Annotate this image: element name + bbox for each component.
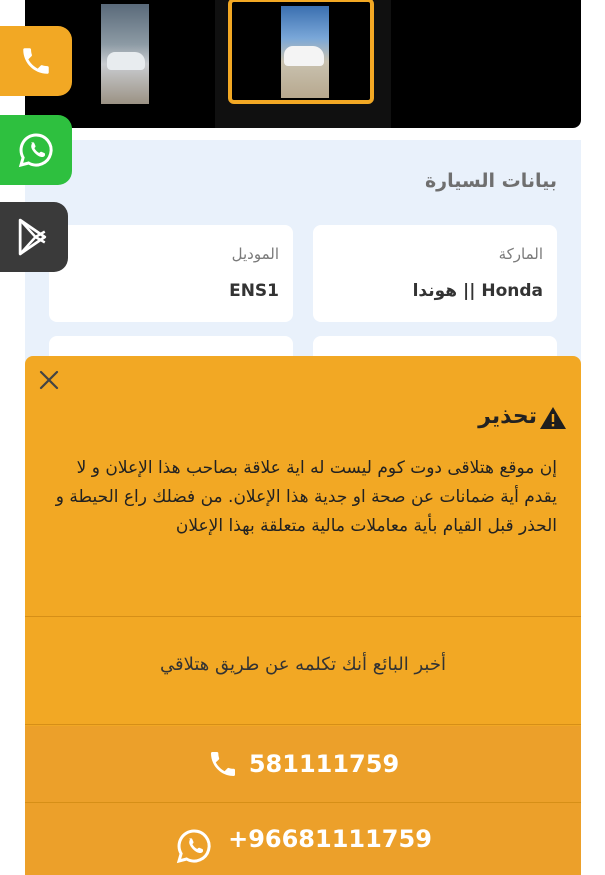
spec-card-model [49, 225, 293, 322]
warning-dialog [25, 356, 581, 875]
call-seller-button[interactable] [25, 726, 581, 802]
play-store-icon [15, 217, 53, 257]
spec-label: الموديل [231, 245, 279, 263]
whatsapp-icon [174, 826, 214, 866]
warning-title: تحذير [478, 404, 537, 429]
gallery-thumbnail[interactable] [101, 4, 149, 104]
spec-value: ENS1 [229, 281, 279, 301]
play-store-button[interactable] [0, 202, 68, 272]
close-button[interactable] [35, 366, 63, 394]
close-icon [39, 370, 59, 390]
spec-label: الماركة [498, 245, 543, 263]
warning-icon [539, 406, 567, 430]
seller-whatsapp-number: +96681111759 [228, 825, 432, 853]
divider [25, 724, 581, 725]
whatsapp-icon [16, 130, 56, 170]
inform-seller-text: أخبر البائع أنك تكلمه عن طريق هتلاقي [160, 654, 446, 675]
divider [25, 616, 581, 617]
warning-message: إن موقع هتلاقى دوت كوم ليست له اية علاقة بصاحب هذا الإعلان و لا يقدم أية ضمانات عن صحة او جدية هذا الإعلان. من فضلك راع الحيطة و الحذر قبل القيام بأية معاملات مالية متعلقة بهذا الإعلان [55, 458, 557, 536]
image-gallery [25, 0, 581, 128]
call-button[interactable] [0, 26, 72, 96]
phone-icon [19, 44, 53, 78]
whatsapp-button[interactable] [0, 115, 72, 185]
spec-value: هوندا || Honda [412, 281, 543, 301]
gallery-thumbnail-selected[interactable] [228, 0, 374, 104]
seller-phone-number: 581111759 [248, 750, 400, 778]
whatsapp-seller-button[interactable] [25, 803, 581, 875]
spec-card-brand [313, 225, 557, 322]
specs-title: بيانات السيارة [424, 170, 557, 192]
phone-icon [207, 748, 239, 780]
